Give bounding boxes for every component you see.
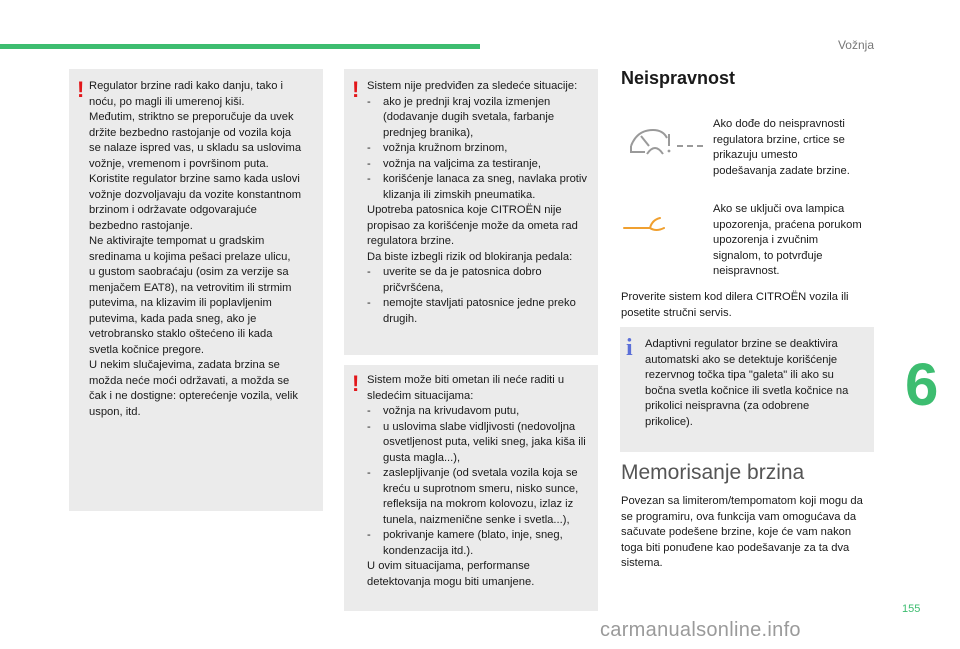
memory-body-text: Povezan sa limiterom/tempomatom koji mogu da se programiru, ova funkcija vam omogućava da sačuvate podešene brzine, koje će vam nakon toga biti ponuđene kao podešavanje za ta dva sistema. [621,495,863,569]
exclamation-warning-icon: ! [352,77,360,102]
page-number: 155 [902,603,921,615]
warning-text-cruise-usage: Regulator brzine radi kako danju, tako i noću, po magli ili umerenoj kiši. Međutim, striktno se preporučuje da uvek držite bezbedno rastojanje od vozila koja se nalaze ispred vas, u skladu sa uslovima vožnje, vremenom i površinom puta. Koristite regulator brzine samo kada uslovi vožnje dozvoljavaju da vozite konstantnom brzinom i održavate odgovarajuće bezbedno rastojanje. Ne aktivirajte tempomat u gradskim sredinama u kojima pešaci prelaze ulicu, u gustom saobraćaju (osim za verzije sa menjačem EAT8), na vetrovitim ili strmim putevima, na klizavim ili poplavljenim putevima, kada pada sneg, ako je vetrobransko staklo oštećeno ili kada svetla kočnice pregore. U nekim slučajevima, zadata brzina se možda neće moći održavati, a možda se čak i ne dostigne: opterećenje vozila, velik uspon, itd. [89,80,302,418]
info-icon: i [626,335,633,361]
warning-box-disturbed [344,365,598,611]
speedometer-fault-icon [627,122,707,162]
fault-text-warning-lamp: Ako se uključi ova lampica upozorenja, praćena porukom upozorenja i zvučnim signalom, to potvrđuje neispravnost. [713,203,862,277]
wrench-icon [622,206,666,234]
warning-text-not-designed: Sistem nije predviđen za sledeće situacije: - ako je prednji kraj vozila izmenjen (dodavanje dugih svetala, farbanje prednjeg branika), - vožnja kružnom brzinom, - vožnja na valjcima za testiranje, - korišćenje lanaca za sneg, navlaka protiv klizanja ili zimskih pneumatika. Upotreba patosnica koje CITROËN nije propisao za korišćenje može da ometa rad regulatora brzine. Da biste izbegli rizik od blokiranja pedala: - uverite se da je patosnica dobro pričvršćena, - nemojte stavljati patosnice jedne preko drugih. [367,80,587,325]
warning-box-not-designed [344,69,598,355]
header-accent-bar [0,44,480,49]
warning-text-disturbed: Sistem može biti ometan ili neće raditi u sledećim situacijama: - vožnja na krivudavom putu, - u uslovima slabe vidljivosti (nedovoljna osvetljenost puta, veliki sneg, jaka kiša ili gusta magla...), - zaslepljivanje (od svetala vozila koja se kreću u suprotnom smeru, nisko sunce, refleksija na mokrom kolovozu, izlaz iz tunela, naizmenične senke i svetla...), - pokrivanje kamere (blato, inje, sneg, kondenzacija itd.). U ovim situacijama, performanse detektovanja mogu biti umanjene. [367,374,586,588]
info-box-adaptive [620,327,874,452]
exclamation-warning-icon: ! [77,77,85,102]
chapter-number: 6 [905,351,939,418]
info-text-adaptive: Adaptivni regulator brzine se deaktivira automatski ako se detektuje korišćenje rezervnog točka tipa "galeta" ili ako su bočna svetla kočnice ili svetla kočnice na prikolici neispravna (za odobrene prikolice). [645,338,849,428]
fault-text-dashes: Ako dođe do neispravnosti regulatora brzine, crtice se prikazuju umesto podešavanja zadate brzine. [713,118,850,177]
watermark: carmanualsonline.info [600,619,801,641]
section-title-memory: Memorisanje brzina [621,461,805,484]
warning-box-cruise-usage [69,69,323,511]
exclamation-warning-icon: ! [352,371,360,396]
section-title-fault: Neispravnost [621,68,736,88]
fault-check-text: Proverite sistem kod dilera CITROËN vozila ili posetite stručni servis. [621,291,849,319]
section-label: Vožnja [837,38,874,52]
